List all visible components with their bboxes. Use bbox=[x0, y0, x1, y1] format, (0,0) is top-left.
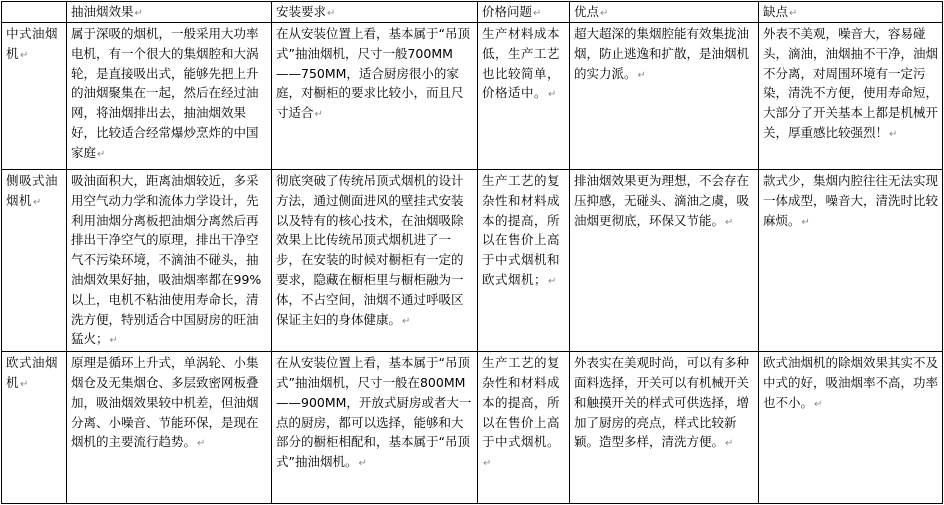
cell-end-mark-icon: ↵ bbox=[725, 438, 734, 450]
header-row bbox=[2, 2, 943, 23]
cell-end-mark-icon: ↵ bbox=[637, 69, 646, 81]
cell-end-mark-icon: ↵ bbox=[314, 109, 323, 121]
install-cell: 在从安装位置上看，基本属于“吊顶式”抽油烟机，尺寸一般在800MM——900MM，开放式厨房或者大一点的厨房，都可以选择，能够和大部分的橱柜相配和，基本属于“吊顶式”抽油烟机。↵ bbox=[272, 352, 478, 504]
cell-end-mark-icon: ↵ bbox=[801, 216, 810, 228]
cell-end-mark-icon: ↵ bbox=[97, 148, 106, 160]
header-cell-corner bbox=[2, 2, 67, 23]
cell-end-mark-icon: ↵ bbox=[600, 8, 609, 19]
effect-cell: 原理是循环上升式，单涡轮、小集烟仓及无集烟仓、多层致密网板叠加，吸油烟效果较中机差，但油烟分离、小噪音、节能环保，是现在烟机的主要流行趋势。↵ bbox=[67, 352, 272, 504]
cell-end-mark-icon: ↵ bbox=[358, 458, 367, 470]
header-cell-price: 价格问题↵ bbox=[478, 2, 570, 23]
cell-end-mark-icon: ↵ bbox=[548, 89, 557, 101]
cell-end-mark-icon: ↵ bbox=[548, 275, 557, 287]
row-header-cell: 中式油烟机↵ bbox=[2, 23, 67, 170]
cell-end-mark-icon: ↵ bbox=[889, 128, 898, 140]
header-cell-pros: 优点↵ bbox=[570, 2, 759, 23]
cell-end-mark-icon: ↵ bbox=[725, 216, 734, 228]
cell-end-mark-icon: ↵ bbox=[402, 315, 411, 327]
cons-cell: 款式少，集烟内腔往往无法实现一体成型，噪音大，清洗时比较麻烦。↵ bbox=[759, 170, 943, 352]
cell-end-mark-icon: ↵ bbox=[20, 49, 29, 61]
cell-end-mark-icon: ↵ bbox=[197, 438, 206, 450]
row-header-cell: 欧式油烟机↵ bbox=[2, 352, 67, 504]
cell-end-mark-icon: ↵ bbox=[20, 378, 29, 390]
price-cell: 生产工艺的复杂性和材料成本的提高，所以在售价上高于中式烟机和欧式烟机；↵ bbox=[478, 170, 570, 352]
cons-cell: 欧式油烟机的除烟效果其实不及中式的好，吸油烟率不高，功率也不小。↵ bbox=[759, 352, 943, 504]
pros-cell: 排油烟效果更为理想，不会存在压抑感，无碰头、滴油之虞，吸油烟更彻底，环保又节能。↵ bbox=[570, 170, 759, 352]
header-cell-install: 安装要求↵ bbox=[272, 2, 478, 23]
install-cell: 在从安装位置上看，基本属于“吊顶式”抽油烟机，尺寸一般700MM——750MM，适合厨房很小的家庭，对橱柜的要求比较小，而且尺寸适合↵ bbox=[272, 23, 478, 170]
cell-end-mark-icon: ↵ bbox=[327, 8, 336, 19]
cell-end-mark-icon: ↵ bbox=[109, 335, 118, 347]
effect-cell: 属于深吸的烟机，一般采用大功率电机，有一个很大的集烟腔和大涡轮，是直接吸出式，能够先把上升的油烟聚集在一起，然后在经过油网，将油烟排出去，抽油烟效果好，比较适合经常爆炒烹炸的中国家庭↵ bbox=[67, 23, 272, 170]
cons-cell: 外表不美观，噪音大，容易碰头，滴油，油烟抽不干净，油烟不分离，对周围环境有一定污染，清洗不方便，使用寿命短，大部分了开关基本上都是机械开关，厚重感比较强烈！↵ bbox=[759, 23, 943, 170]
table-row bbox=[2, 170, 943, 352]
header-cell-effect: 抽油烟效果↵ bbox=[67, 2, 272, 23]
table-row bbox=[2, 23, 943, 170]
cell-end-mark-icon: ↵ bbox=[814, 398, 823, 410]
table-row bbox=[2, 352, 943, 504]
cell-end-mark-icon: ↵ bbox=[789, 8, 798, 19]
effect-cell: 吸油面积大，距离油烟较近，多采用空气动力学和流体力学设计，先利用油烟分离板把油烟分离然后再排出干净空气的原理，排出干净空气不污染环境，不滴油不碰头，抽油烟效果好抽，吸油烟率都在99%以上，电机不粘油使用寿命长，清洗方便，特别适合中国厨房的旺油猛火；↵ bbox=[67, 170, 272, 352]
price-cell: 生产工艺的复杂性和材料成本的提高，所以在售价上高于中式烟机。↵ bbox=[478, 352, 570, 504]
row-header-cell: 侧吸式油烟机↵ bbox=[2, 170, 67, 352]
comparison-table bbox=[1, 1, 943, 504]
header-cell-cons: 缺点↵ bbox=[759, 2, 943, 23]
pros-cell: 超大超深的集烟腔能有效集拢油烟，防止逃逸和扩散，是油烟机的实力派。↵ bbox=[570, 23, 759, 170]
pros-cell: 外表实在美观时尚，可以有多种面料选择，开关可以有机械开关和触摸开关的样式可供选择，增加了厨房的亮点，样式比较新颖。造型多样，清洗方便。↵ bbox=[570, 352, 759, 504]
install-cell: 彻底突破了传统吊顶式烟机的设计方法，通过侧面进风的壁挂式安装以及特有的核心技术，在油烟吸除效果上比传统吊顶式烟机进了一步，在安装的时候对橱柜有一定的要求，隐藏在橱柜里与橱柜融为一体，不占空间，油烟不通过呼吸区保证主妇的身体健康。↵ bbox=[272, 170, 478, 352]
cell-end-mark-icon: ↵ bbox=[533, 8, 542, 19]
cell-end-mark-icon: ↵ bbox=[483, 458, 492, 470]
cell-end-mark-icon: ↵ bbox=[33, 196, 42, 208]
cell-end-mark-icon: ↵ bbox=[134, 8, 143, 19]
price-cell: 生产材料成本低，生产工艺也比较简单，价格适中。↵ bbox=[478, 23, 570, 170]
